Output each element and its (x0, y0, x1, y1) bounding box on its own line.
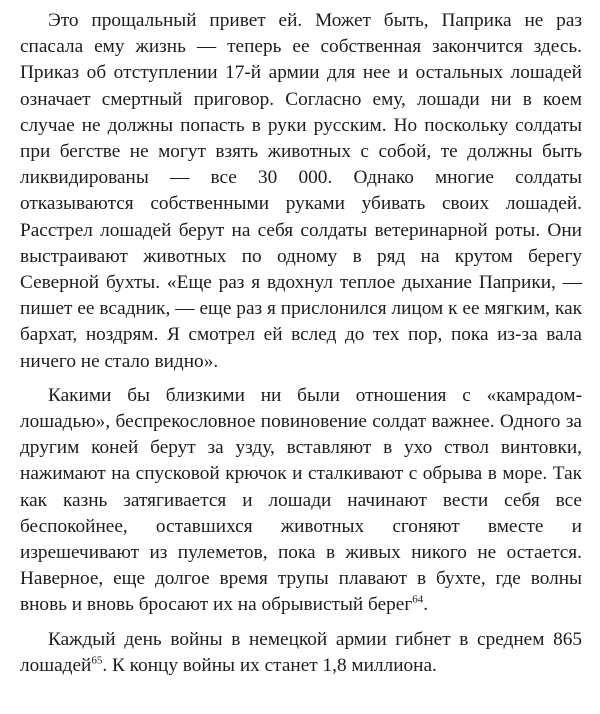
paragraph-execution (20, 383, 582, 619)
paragraph-text: Это прощальный привет ей. Может быть, Паприка не раз спасала ему жизнь — теперь ее собственная закончится здесь. Приказ об отступлении 17-й армии для нее и остальных лошадей означает смертный приговор. Согласно ему, лошади ни в коем случае не должны попасть в руки русским. Но поскольку солдаты при бегстве не могут взять животных с собой, те должны быть ликвидированы — все 30 000. Однако многие солдаты отказываются собственными руками убивать своих лошадей. Расстрел лошадей берут на себя солдаты ветеринарной роты. Они выстраивают животных по одному в ряд на крутом берегу Северной бухты. «Еще раз я вдохнул теплое дыхание Паприки, — пишет ее всадник, — еще раз я прислонился лицом к ее мягким, как бархат, ноздрям. Я смотрел ей вслед до тех пор, пока из-за вала ничего не стало видно». (20, 10, 582, 372)
footnote-marker[interactable]: 64 (412, 594, 424, 607)
footnote-marker[interactable]: 65 (91, 654, 103, 667)
paragraph-tail: . (423, 594, 429, 616)
book-page (20, 8, 582, 679)
paragraph-statistics (20, 627, 582, 679)
paragraph-text: Какими бы близкими ни были отношения с «камрадом-лошадью», беспрекословное повиновение солдат важнее. Одного за другим коней берут за узду, вставляют в ухо ствол винтовки, нажимают на спусковой крючок и сталкивают с обрыва в море. Так как казнь затягивается и лошади начинают вести себя все беспокойнее, оставшихся животных сгоняют вместе и изрешечивают из пулеметов, пока в живых никого не остается. Наверное, еще долгое время трупы плавают в бухте, где волны вновь и вновь бросают их на обрывистый берег (20, 384, 582, 616)
paragraph-text: Каждый день войны в немецкой армии гибнет в среднем 865 лошадей (20, 628, 582, 676)
paragraph-farewell (20, 8, 582, 375)
paragraph-tail: . К концу войны их станет 1,8 миллиона. (102, 654, 437, 676)
